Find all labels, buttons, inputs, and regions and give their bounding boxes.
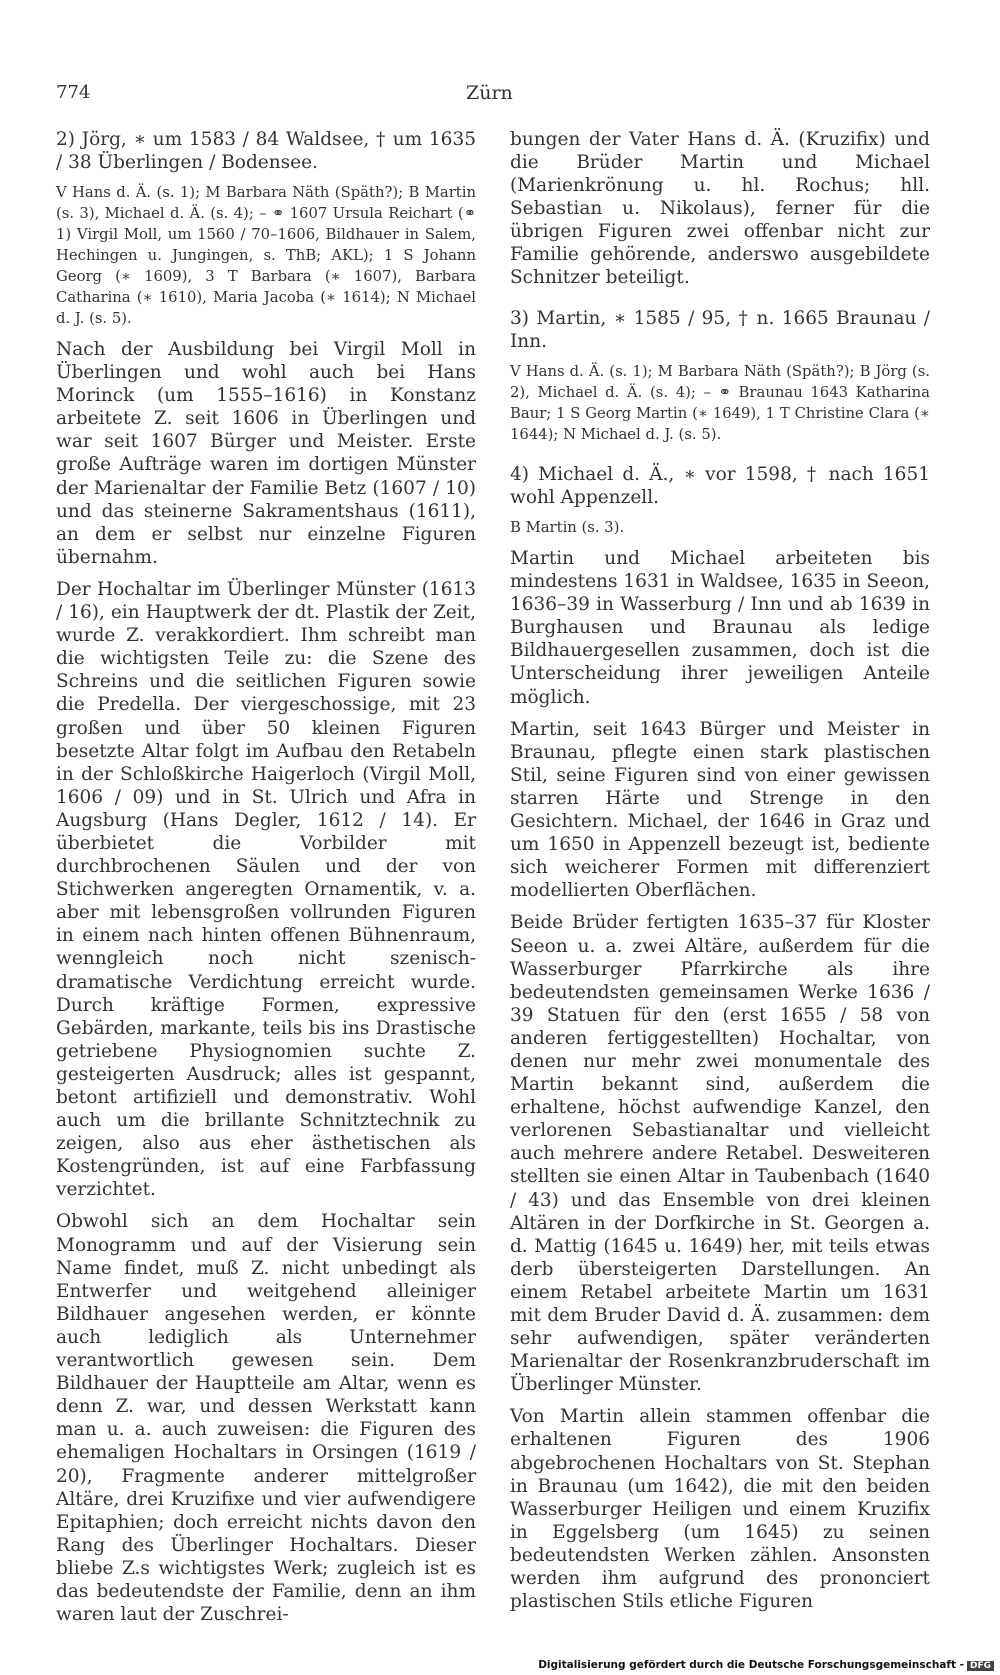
right-column [510, 128, 930, 1613]
entry-2-heading: 2) Jörg, ∗ um 1583 / 84 Waldsee, † um 1635 / 38 Überlingen / Bodensee. [56, 129, 476, 173]
page-number: 774 [56, 82, 91, 103]
entry-4-heading: 4) Michael d. Ä., ∗ vor 1598, † nach 1651 wohl Appenzell. [510, 464, 930, 508]
entry-3-genealogy: V Hans d. Ä. (s. 1); M Barbara Näth (Späth?); B Jörg (s. 2), Michael d. Ä. (s. 4); – ⚭ Braunau 1643 Katharina Baur; 1 S Georg Martin (∗ 1649), 1 T Christine Clara (∗ 1644); N Michael d. J. (s. 5). [510, 363, 930, 443]
running-head: Zürn [466, 82, 513, 104]
entry-3-heading: 3) Martin, ∗ 1585 / 95, † n. 1665 Braunau / Inn. [510, 308, 930, 352]
paragraph: Obwohl sich an dem Hochaltar sein Monogramm und auf der Visierung sein Name findet, muß Z. nicht unbedingt als Entwerfer und weitgehend alleiniger Bildhauer angesehen werden, er könnte auch lediglich als Unternehmer verantwortlich gewesen sein. Dem Bildhauer der Hauptteile am Altar, wenn es denn Z. war, und dessen Werkstatt kann man u. a. auch zuweisen: die Figuren des ehemaligen Hochaltars in Orsingen (1619 / 20), Fragmente anderer mittelgroßer Altäre, drei Kruzifixe und vier aufwendigere Epitaphien; doch erreicht nichts davon den Rang des Überlinger Hochaltars. Dieser bliebe Z.s wichtigstes Werk; zugleich ist es das bedeutendste der Familie, denn an ihm waren laut der Zuschrei- [56, 1211, 476, 1626]
paragraph: Beide Brüder fertigten 1635–37 für Kloster Seeon u. a. zwei Altäre, außerdem für die Wasserburger Pfarrkirche als ihre bedeutendsten gemeinsamen Werke 1636 / 39 Statuen für den (erst 1655 / 58 von anderen fertiggestellten) Hochaltar, von denen nur mehr zwei monumentale des Martin bekannt sind, außerdem die erhaltene, höchst aufwendige Kanzel, den verlorenen Sebastianaltar und vielleicht auch mehrere andere Retabel. Desweiteren stellten sie einen Altar in Taubenbach (1640 / 43) und das Ensemble von drei kleinen Altären in der Dorfkirche in St. Georgen a. d. Mattig (1645 u. 1649) her, mit teils etwas derb übersteigerten Darstellungen. An einem Retabel arbeitete Martin um 1631 mit dem Bruder David d. Ä. zusammen: dem sehr aufwendigen, später veränderten Marienaltar der Rosenkranzbruderschaft im Überlinger Münster. [510, 912, 930, 1396]
digitization-footer [538, 1659, 994, 1671]
dfg-logo: DFG [967, 1661, 994, 1671]
paragraph: Von Martin allein stammen offenbar die erhaltenen Figuren des 1906 abgebrochenen Hochaltars von St. Stephan in Braunau (um 1642), die mit den beiden Wasserburger Heiligen und einem Kruzifix in Eggelsberg (um 1645) zu seinen bedeutendsten Werken zählen. Ansonsten werden ihm aufgrund des prononciert plastischen Stils etliche Figuren [510, 1406, 930, 1613]
entry-2-genealogy: V Hans d. Ä. (s. 1); M Barbara Näth (Späth?); B Martin (s. 3), Michael d. Ä. (s. 4); – ⚭ 1607 Ursula Reichart (⚭ 1) Virgil Moll, um 1560 / 70–1606, Bildhauer in Salem, Hechingen u. Jungingen, s. ThB; AKL); 1 S Johann Georg (∗ 1609), 3 T Barbara (∗ 1607), Barbara Catharina (∗ 1610), Maria Jacoba (∗ 1614); N Michael d. J. (s. 5). [56, 184, 476, 327]
entry-4-genealogy: B Martin (s. 3). [510, 519, 625, 536]
paragraph: Martin und Michael arbeiteten bis mindestens 1631 in Waldsee, 1635 in Seeon, 1636–39 in Wasserburg / Inn und ab 1639 in Burghausen und Braunau als ledige Bildhauergesellen zusammen, doch ist die Unterscheidung ihrer jeweiligen Anteile möglich. [510, 548, 930, 708]
paragraph: Martin, seit 1643 Bürger und Meister in Braunau, pflegte einen stark plastischen Stil, seine Figuren sind von einer gewissen starren Härte und Strenge in den Gesichtern. Michael, der 1646 in Graz und um 1650 in Appenzell bezeugt ist, bediente sich weicherer Formen mit differenziert modellierten Oberflächen. [510, 718, 930, 902]
paragraph-continued: bungen der Vater Hans d. Ä. (Kruzifix) und die Brüder Martin und Michael (Marienkrönung u. hl. Rochus; hll. Sebastian u. Nikolaus), ferner für die übrigen Figuren zwei offenbar nicht zur Familie gehörende, anderswo ausgebildete Schnitzer beteiligt. [510, 129, 930, 288]
left-column [56, 128, 476, 1626]
paragraph: Der Hochaltar im Überlinger Münster (1613 / 16), ein Hauptwerk der dt. Plastik der Zeit, wurde Z. verakkordiert. Ihm schreibt man die wichtigsten Teile zu: die Szene des Schreins und die seitlichen Figuren sowie die Predella. Der viergeschossige, mit 23 großen und über 50 kleinen Figuren besetzte Altar folgt im Aufbau den Retabeln in der Schloßkirche Haigerloch (Virgil Moll, 1606 / 09) und in St. Ulrich und Afra in Augsburg (Hans Degler, 1612 / 14). Er überbietet die Vorbilder mit durchbrochenen Säulen und der von Stichwerken angeregten Ornamentik, v. a. aber mit lebensgroßen vollrunden Figuren in einem nach hinten offenen Bühnenraum, wenngleich noch nicht szenisch-dramatische Verdichtung erreicht wurde. Durch kräftige Formen, expressive Gebärden, markante, teils bis ins Drastische getriebene Physiognomien suchte Z. gesteigerten Ausdruck; alles ist gespannt, betont artifiziell und demonstrativ. Wohl auch um die brillante Schnitztechnik zu zeigen, also aus eher ästhetischen als Kostengründen, ist auf eine Farbfassung verzichtet. [56, 578, 476, 1201]
footer-text: Digitalisierung gefördert durch die Deutsche Forschungsgemeinschaft - [538, 1659, 964, 1671]
paragraph: Nach der Ausbildung bei Virgil Moll in Überlingen und wohl auch bei Hans Morinck (um 1555–1616) in Konstanz arbeitete Z. seit 1606 in Überlingen und war seit 1607 Bürger und Meister. Erste große Aufträge waren im dortigen Münster der Marienaltar der Familie Betz (1607 / 10) und das steinerne Sakramentshaus (1611), an dem er selbst nur einzelne Figuren übernahm. [56, 339, 476, 568]
